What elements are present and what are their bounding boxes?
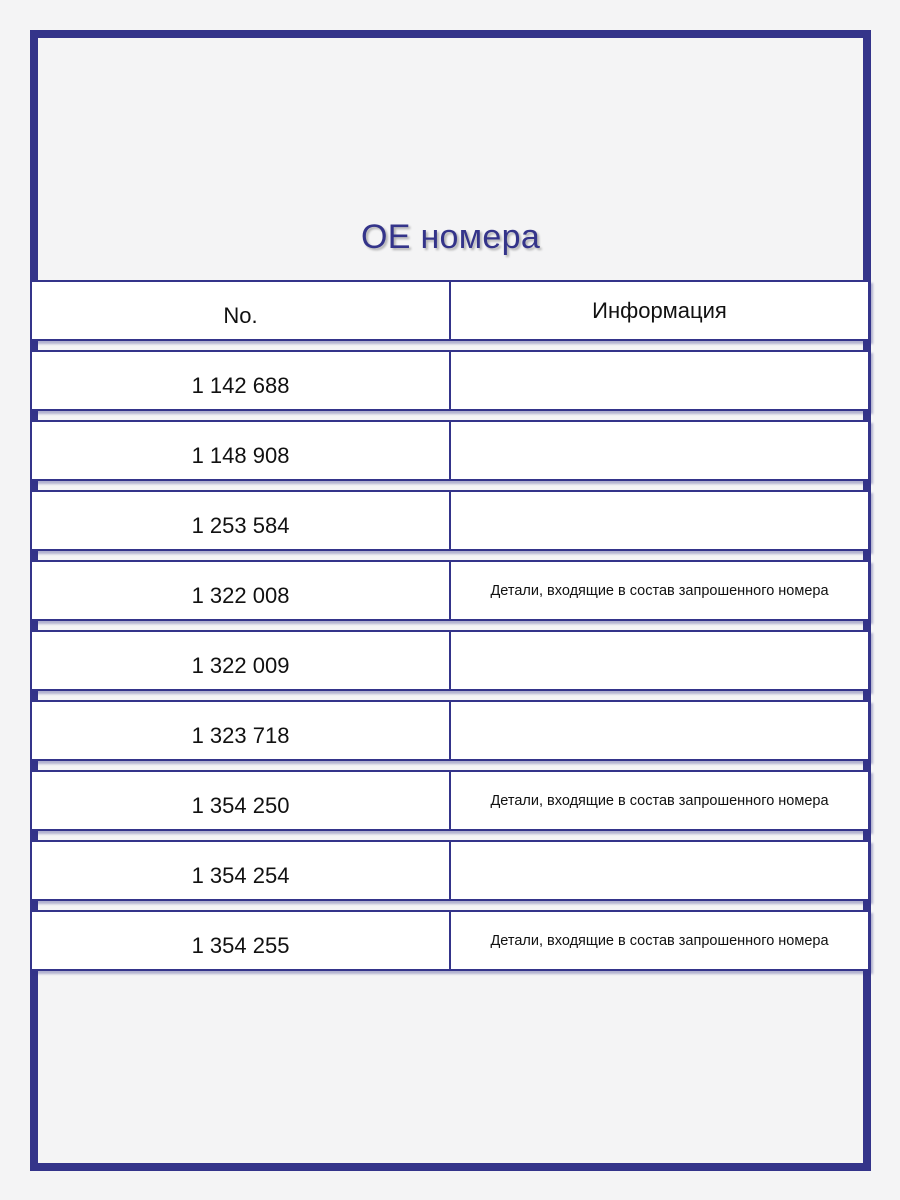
table-row	[30, 840, 870, 901]
info-cell: Детали, входящие в состав запрошенного номера	[490, 792, 829, 809]
table-header-row	[30, 280, 870, 341]
oe-number-cell: 1 148 908	[32, 422, 451, 479]
column-header-info: Информация	[592, 297, 727, 323]
info-cell	[451, 702, 868, 759]
info-cell	[451, 352, 868, 409]
oe-number-cell: 1 253 584	[32, 492, 451, 549]
oe-number-cell: 1 322 009	[32, 632, 451, 689]
oe-number-cell: 1 354 254	[32, 842, 451, 899]
info-cell	[451, 842, 868, 899]
table-row	[30, 490, 870, 551]
table-row	[30, 770, 870, 831]
info-cell	[451, 422, 868, 479]
table-row	[30, 630, 870, 691]
info-cell	[451, 492, 868, 549]
column-header-no: No.	[32, 282, 451, 339]
table-row	[30, 910, 870, 971]
table-row	[30, 420, 870, 481]
table-row	[30, 700, 870, 761]
info-cell	[451, 632, 868, 689]
info-cell: Детали, входящие в состав запрошенного номера	[490, 932, 829, 949]
oe-number-cell: 1 323 718	[32, 702, 451, 759]
page-title: OE номера	[360, 218, 541, 256]
table-row	[30, 350, 870, 411]
oe-numbers-table	[30, 280, 870, 980]
oe-number-cell: 1 322 008	[32, 562, 451, 619]
oe-number-cell: 1 354 250	[32, 772, 451, 829]
table-row	[30, 560, 870, 621]
oe-number-cell: 1 354 255	[32, 912, 451, 969]
oe-number-cell: 1 142 688	[32, 352, 451, 409]
info-cell: Детали, входящие в состав запрошенного номера	[490, 582, 829, 599]
